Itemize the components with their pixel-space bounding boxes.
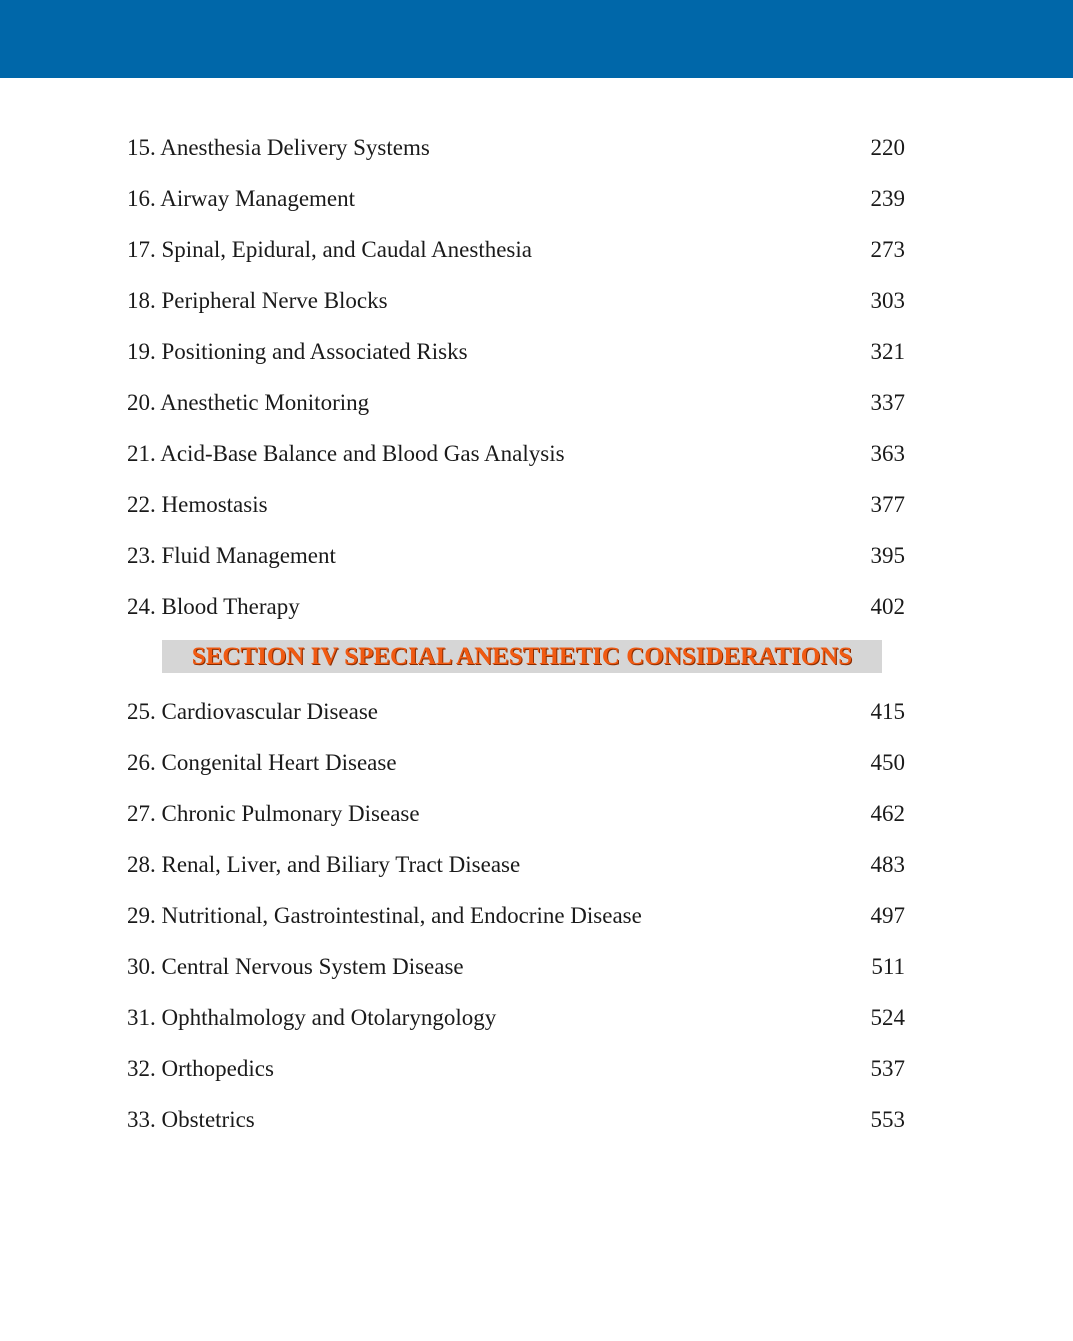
toc-entry-22[interactable]	[0, 479, 1073, 530]
toc-entry-page: 450	[870, 750, 905, 775]
section-heading-row	[0, 632, 1073, 686]
toc-entry-21[interactable]	[0, 428, 1073, 479]
toc-entry-page: 415	[870, 699, 905, 724]
toc-entry-33[interactable]	[0, 1094, 1073, 1145]
toc-entry-32[interactable]	[0, 1043, 1073, 1094]
toc-entry-page: 462	[870, 801, 905, 826]
toc-entry-24[interactable]	[0, 581, 1073, 632]
toc-entry-title: 18. Peripheral Nerve Blocks	[127, 288, 388, 313]
toc-entry-26[interactable]	[0, 737, 1073, 788]
toc-entry-23[interactable]	[0, 530, 1073, 581]
toc-entry-30[interactable]	[0, 941, 1073, 992]
toc-entry-page: 303	[870, 288, 905, 313]
toc-entry-page: 497	[870, 903, 905, 928]
toc-entry-page: 524	[870, 1005, 905, 1030]
toc-entry-27[interactable]	[0, 788, 1073, 839]
toc-entry-page: 402	[870, 594, 905, 619]
toc-entry-title: 30. Central Nervous System Disease	[127, 954, 464, 979]
toc-entry-page: 239	[870, 186, 905, 211]
toc-entry-title: 33. Obstetrics	[127, 1107, 255, 1132]
toc-entry-page: 553	[870, 1107, 905, 1132]
toc-entry-page: 483	[870, 852, 905, 877]
toc-entry-title: 23. Fluid Management	[127, 543, 336, 568]
toc-entry-title: 19. Positioning and Associated Risks	[127, 339, 468, 364]
toc-entry-page: 273	[870, 237, 905, 262]
toc-entry-page: 537	[870, 1056, 905, 1081]
toc-entry-page: 321	[870, 339, 905, 364]
toc-entry-18[interactable]	[0, 275, 1073, 326]
header-bar	[0, 0, 1073, 78]
toc-entry-title: 24. Blood Therapy	[127, 594, 300, 619]
toc-entry-title: 20. Anesthetic Monitoring	[127, 390, 370, 415]
toc-entry-17[interactable]	[0, 224, 1073, 275]
toc-entry-page: 511	[871, 954, 905, 979]
toc-entry-page: 337	[870, 390, 905, 415]
toc-entry-25[interactable]	[0, 686, 1073, 737]
toc-entry-15[interactable]	[0, 122, 1073, 173]
toc-entry-title: 31. Ophthalmology and Otolaryngology	[127, 1005, 497, 1030]
toc-entry-page: 220	[870, 135, 905, 160]
toc-entry-title: 29. Nutritional, Gastrointestinal, and Endocrine Disease	[127, 903, 642, 928]
toc-entry-29[interactable]	[0, 890, 1073, 941]
toc-entry-title: 16. Airway Management	[127, 186, 356, 211]
toc-entry-title: 28. Renal, Liver, and Biliary Tract Disease	[127, 852, 521, 877]
toc-entry-title: 27. Chronic Pulmonary Disease	[127, 801, 420, 826]
toc-entry-page: 363	[870, 441, 905, 466]
toc-entry-title: 26. Congenital Heart Disease	[127, 750, 397, 775]
toc-entry-title: 17. Spinal, Epidural, and Caudal Anesthesia	[127, 237, 532, 262]
toc-entry-title: 21. Acid-Base Balance and Blood Gas Analysis	[127, 441, 565, 466]
toc-entry-title: 25. Cardiovascular Disease	[127, 699, 379, 724]
toc-entry-title: 22. Hemostasis	[127, 492, 268, 517]
toc-entry-page: 377	[870, 492, 905, 517]
toc-entry-title: 15. Anesthesia Delivery Systems	[127, 135, 430, 160]
toc-entry-31[interactable]	[0, 992, 1073, 1043]
toc-entry-page: 395	[870, 543, 905, 568]
toc-entry-20[interactable]	[0, 377, 1073, 428]
toc-entry-title: 32. Orthopedics	[127, 1056, 274, 1081]
toc-entry-19[interactable]	[0, 326, 1073, 377]
toc-entry-16[interactable]	[0, 173, 1073, 224]
table-of-contents	[0, 122, 1073, 1145]
toc-entry-28[interactable]	[0, 839, 1073, 890]
section-heading: SECTION IV SPECIAL ANESTHETIC CONSIDERATIONS	[162, 640, 882, 673]
